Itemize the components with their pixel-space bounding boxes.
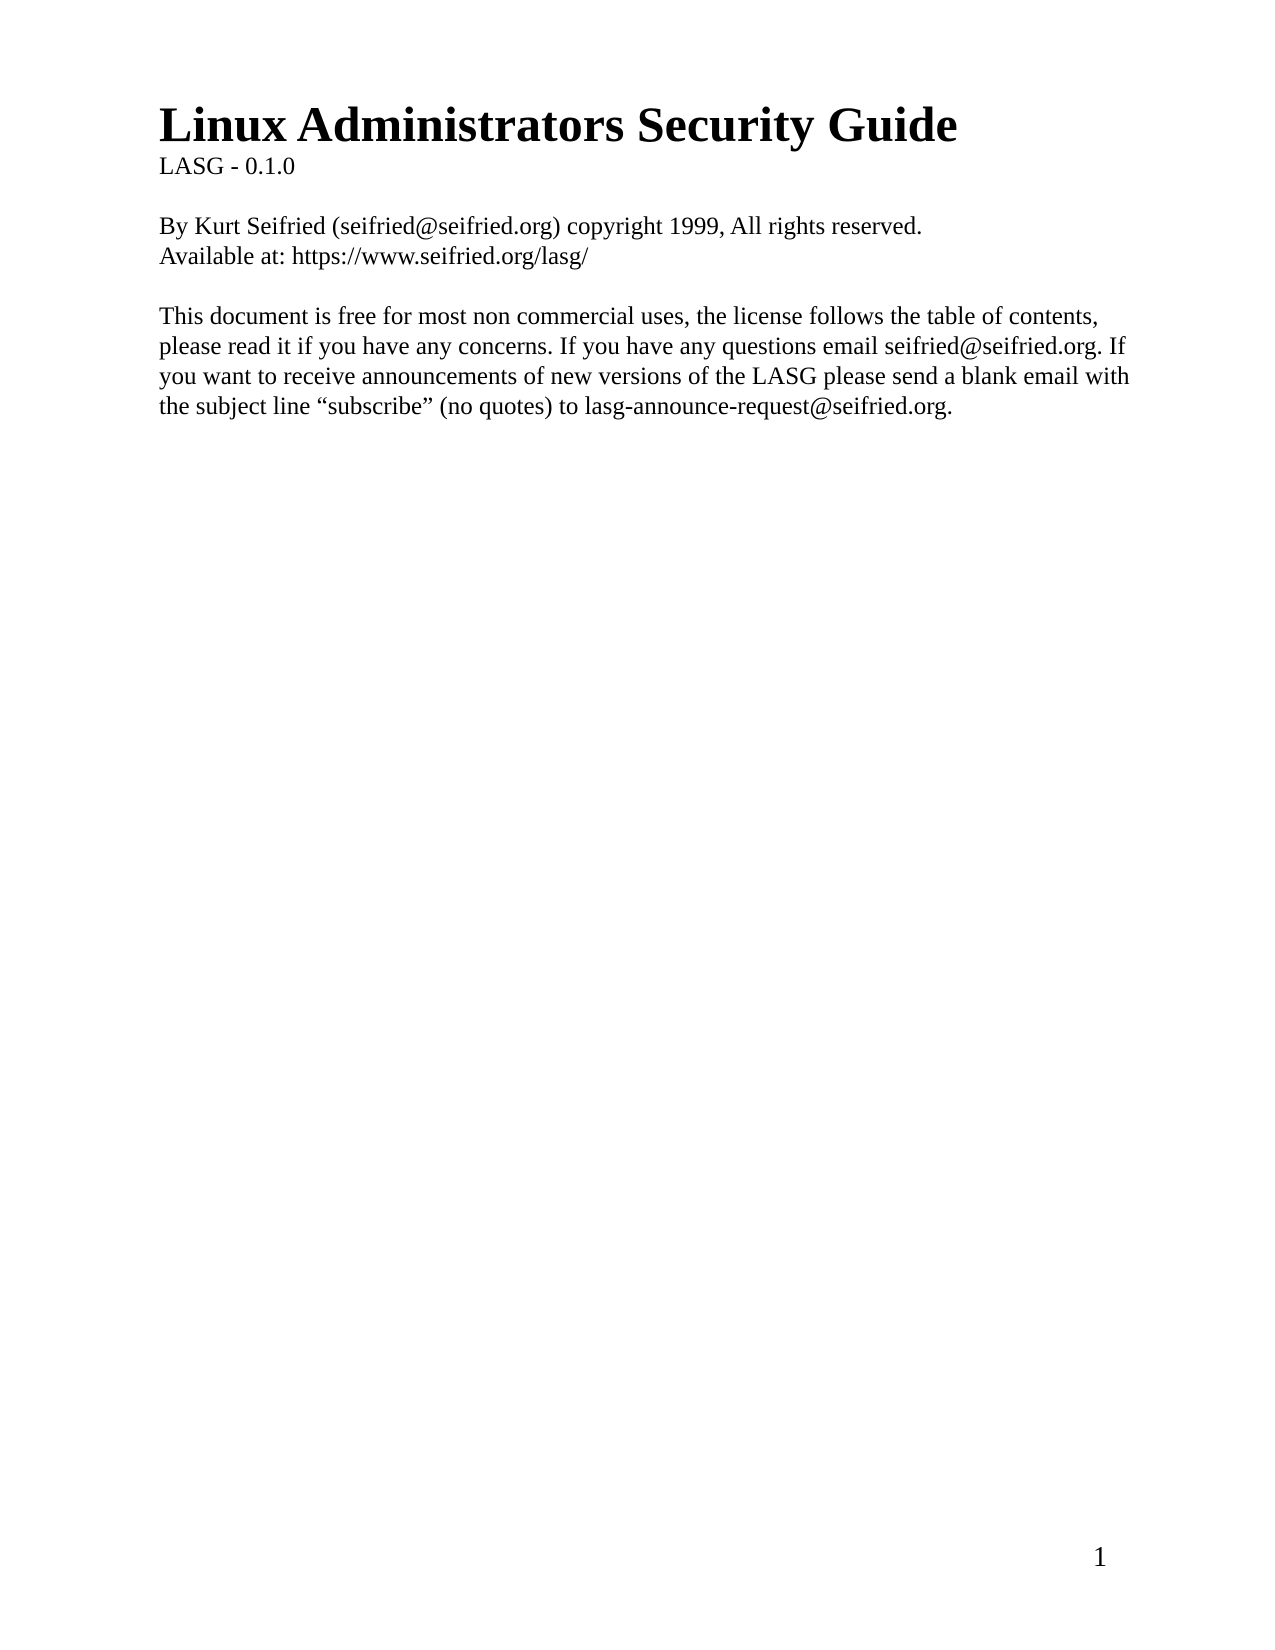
author-copyright-line: By Kurt Seifried (seifried@seifried.org) copyright 1999, All rights reserved. bbox=[159, 213, 923, 240]
availability-line: Available at: https://www.seifried.org/lasg/ bbox=[159, 243, 589, 270]
license-paragraph: This document is free for most non commercial uses, the license follows the table of contents, please read it if you have any concerns. If you have any questions email seifried@seifried.org. If you want to receive announcements of new versions of the LASG please send a blank email with the subject line “subscribe” (no quotes) to lasg-announce-request@seifried.org. bbox=[159, 303, 1130, 420]
version-subtitle: LASG - 0.1.0 bbox=[159, 153, 296, 180]
page-number: 1 bbox=[1093, 1542, 1107, 1573]
author-block bbox=[159, 212, 1144, 272]
document-title: Linux Administrators Security Guide bbox=[159, 96, 958, 152]
